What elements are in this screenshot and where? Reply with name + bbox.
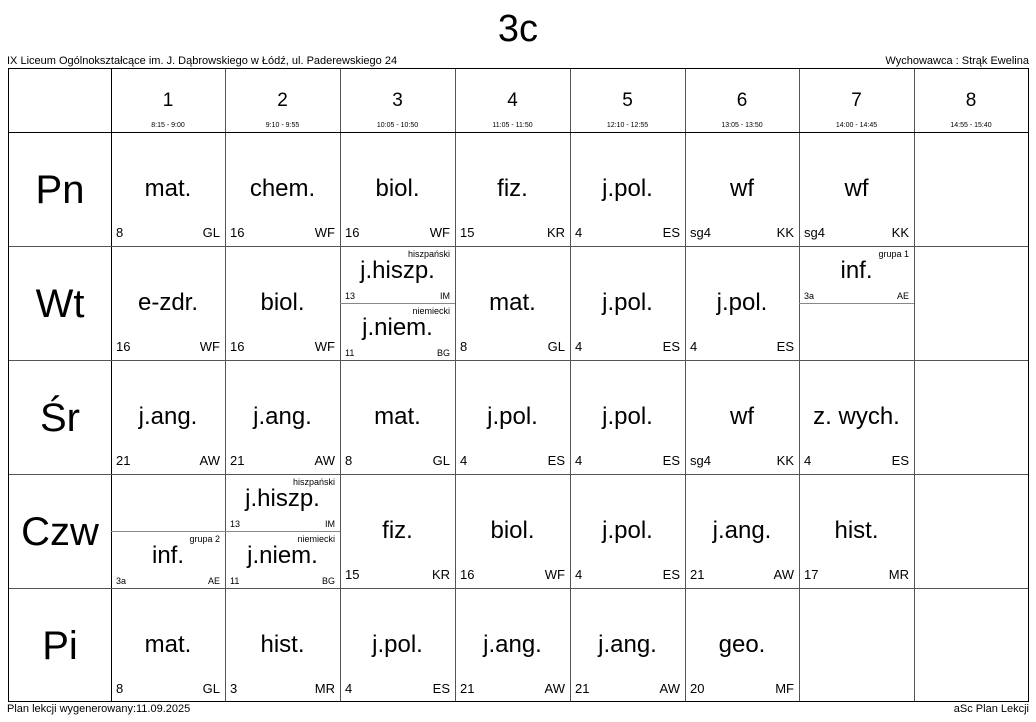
lesson-teacher: WF bbox=[544, 567, 565, 582]
period-time: 11:05 - 11:50 bbox=[492, 122, 533, 129]
lesson-subject: wf bbox=[730, 403, 754, 430]
period-time: 14:00 - 14:45 bbox=[835, 122, 878, 129]
lesson-cell bbox=[570, 246, 685, 360]
lesson-room: 3 bbox=[230, 681, 238, 696]
period-header bbox=[799, 69, 914, 132]
lesson-teacher: MR bbox=[314, 681, 335, 696]
lesson-subject: chem. bbox=[249, 175, 316, 202]
group-lesson-cell bbox=[340, 303, 455, 360]
lesson-subject: j.ang. bbox=[253, 403, 312, 430]
period-time: 13:05 - 13:50 bbox=[721, 122, 763, 129]
lesson-cell bbox=[225, 246, 340, 360]
lesson-room: 16 bbox=[116, 339, 131, 354]
period-number: 2 bbox=[277, 90, 288, 111]
lesson-room: sg4 bbox=[690, 453, 711, 468]
lesson-subject: j.pol. bbox=[372, 631, 423, 658]
lesson-subject: j.pol. bbox=[602, 175, 653, 202]
lesson-teacher: AW bbox=[773, 567, 794, 582]
lesson-room: 15 bbox=[460, 225, 475, 240]
lesson-teacher: AW bbox=[199, 453, 220, 468]
lesson-subject: inf. bbox=[840, 257, 873, 284]
period-header bbox=[570, 69, 685, 132]
school-name: IX Liceum Ogólnokształcące im. J. Dąbrowskiego w Łódź, ul. Paderewskiego 24 bbox=[7, 55, 398, 67]
lesson-room: 8 bbox=[116, 225, 124, 240]
period-number: 6 bbox=[736, 90, 748, 111]
lesson-room: 4 bbox=[575, 567, 583, 582]
day-label-sr: Śr bbox=[40, 396, 80, 440]
group-lesson-cell bbox=[225, 531, 340, 588]
lesson-teacher: MF bbox=[775, 681, 794, 696]
lesson-teacher: AW bbox=[314, 453, 335, 468]
lesson-subject: e-zdr. bbox=[137, 289, 199, 316]
lesson-teacher: KR bbox=[546, 225, 565, 240]
lesson-cell bbox=[111, 132, 225, 246]
lesson-subject: j.hiszp. bbox=[245, 485, 320, 512]
lesson-subject: j.ang. bbox=[138, 403, 198, 430]
lesson-cell bbox=[799, 360, 914, 474]
lesson-teacher: ES bbox=[891, 453, 909, 468]
lesson-teacher: AW bbox=[544, 681, 565, 696]
group-lesson-cell bbox=[799, 246, 914, 303]
lesson-room: 8 bbox=[460, 339, 468, 354]
lesson-group: niemiecki bbox=[297, 534, 335, 544]
lesson-room: 11 bbox=[230, 576, 240, 586]
period-header bbox=[914, 69, 1028, 132]
period-time: 12:10 - 12:55 bbox=[606, 122, 649, 129]
lesson-teacher: AW bbox=[659, 681, 680, 696]
period-number: 4 bbox=[507, 90, 518, 111]
lesson-cell bbox=[455, 246, 570, 360]
lesson-subject: j.pol. bbox=[716, 289, 768, 316]
period-number: 7 bbox=[851, 90, 862, 111]
lesson-cell bbox=[570, 360, 685, 474]
lesson-teacher: WF bbox=[314, 339, 335, 354]
lesson-subject: j.pol. bbox=[487, 403, 538, 430]
lesson-room: 15 bbox=[345, 567, 360, 582]
lesson-teacher: AE bbox=[896, 291, 909, 301]
lesson-cell bbox=[570, 132, 685, 246]
day-label-wt: Wt bbox=[35, 282, 85, 326]
lesson-cell bbox=[111, 246, 225, 360]
lesson-room: 13 bbox=[345, 291, 356, 301]
lesson-subject: wf bbox=[730, 175, 754, 202]
lesson-teacher: BG bbox=[321, 576, 335, 586]
form-teacher: Wychowawca : Strąk Ewelina bbox=[885, 55, 1029, 67]
lesson-subject: j.ang. bbox=[712, 517, 772, 544]
period-time: 8:15 - 9:00 bbox=[151, 122, 185, 129]
lesson-subject: wf bbox=[844, 175, 869, 202]
period-time: 14:55 - 15:40 bbox=[950, 122, 992, 129]
lesson-cell bbox=[685, 246, 799, 360]
lesson-subject: biol. bbox=[490, 517, 535, 544]
lesson-subject: j.pol. bbox=[602, 403, 653, 430]
lesson-room: 4 bbox=[690, 339, 698, 354]
lesson-cell bbox=[455, 360, 570, 474]
lesson-teacher: ES bbox=[547, 453, 565, 468]
lesson-cell bbox=[455, 132, 570, 246]
lesson-cell bbox=[455, 474, 570, 588]
lesson-cell bbox=[685, 474, 799, 588]
period-number: 3 bbox=[392, 90, 403, 111]
lesson-room: sg4 bbox=[804, 225, 825, 240]
lesson-cell bbox=[685, 360, 799, 474]
lesson-room: 20 bbox=[690, 681, 705, 696]
lesson-room: 21 bbox=[116, 453, 131, 468]
lesson-subject: hist. bbox=[260, 631, 305, 658]
lesson-room: 21 bbox=[690, 567, 705, 582]
lesson-room: 4 bbox=[460, 453, 468, 468]
lesson-cell bbox=[455, 588, 570, 702]
lesson-subject: fiz. bbox=[497, 175, 528, 202]
group-lesson-cell bbox=[340, 246, 455, 303]
lesson-cell bbox=[111, 588, 225, 702]
lesson-subject: j.pol. bbox=[602, 289, 653, 316]
lesson-group: hiszpański bbox=[292, 477, 335, 487]
lesson-teacher: KK bbox=[776, 225, 794, 240]
lesson-teacher: GL bbox=[202, 681, 220, 696]
lesson-subject: j.niem. bbox=[247, 542, 318, 569]
period-header bbox=[340, 69, 455, 132]
lesson-room: 8 bbox=[116, 681, 124, 696]
lesson-room: 8 bbox=[345, 453, 353, 468]
lesson-room: 4 bbox=[575, 453, 583, 468]
lesson-subject: mat. bbox=[374, 403, 421, 430]
lesson-cell bbox=[685, 132, 799, 246]
period-header bbox=[455, 69, 570, 132]
lesson-teacher: BG bbox=[436, 348, 450, 358]
software-credit: aSc Plan Lekcji bbox=[953, 703, 1029, 715]
lesson-teacher: GL bbox=[202, 225, 220, 240]
period-number: 1 bbox=[162, 90, 174, 111]
lesson-subject: hist. bbox=[834, 517, 879, 544]
lesson-teacher: WF bbox=[429, 225, 450, 240]
lesson-subject: mat. bbox=[144, 631, 192, 658]
lesson-room: 3a bbox=[804, 291, 815, 301]
lesson-subject: mat. bbox=[144, 175, 192, 202]
lesson-teacher: ES bbox=[662, 339, 680, 354]
day-label-czw: Czw bbox=[21, 510, 99, 554]
lesson-room: 21 bbox=[230, 453, 245, 468]
lesson-teacher: WF bbox=[199, 339, 220, 354]
lesson-teacher: IM bbox=[440, 291, 450, 301]
period-header bbox=[685, 69, 799, 132]
lesson-group: grupa 2 bbox=[189, 534, 220, 544]
lesson-subject: fiz. bbox=[382, 517, 413, 544]
lesson-cell bbox=[799, 474, 914, 588]
lesson-teacher: ES bbox=[662, 225, 680, 240]
period-number: 5 bbox=[622, 90, 633, 111]
lesson-cell bbox=[340, 588, 455, 702]
generated-date: Plan lekcji wygenerowany:11.09.2025 bbox=[7, 703, 191, 715]
group-lesson-cell bbox=[225, 474, 340, 531]
lesson-room: 3a bbox=[116, 576, 127, 586]
lesson-room: 4 bbox=[345, 681, 353, 696]
lesson-cell bbox=[570, 474, 685, 588]
lesson-teacher: KK bbox=[776, 453, 794, 468]
lesson-group: niemiecki bbox=[412, 306, 450, 316]
lesson-room: 16 bbox=[345, 225, 360, 240]
lesson-teacher: ES bbox=[662, 567, 680, 582]
lesson-group: hiszpański bbox=[407, 249, 450, 259]
period-number: 8 bbox=[965, 90, 977, 111]
period-header bbox=[111, 69, 225, 132]
lesson-cell bbox=[225, 132, 340, 246]
lesson-teacher: ES bbox=[432, 681, 450, 696]
day-label-pn: Pn bbox=[35, 168, 85, 212]
grid-line bbox=[914, 69, 915, 701]
lesson-room: 16 bbox=[460, 567, 475, 582]
lesson-subject: mat. bbox=[489, 289, 536, 316]
lesson-room: 21 bbox=[575, 681, 590, 696]
lesson-subject: j.pol. bbox=[602, 517, 653, 544]
lesson-cell bbox=[225, 360, 340, 474]
lesson-room: 21 bbox=[460, 681, 475, 696]
day-label-pi: Pi bbox=[42, 624, 78, 668]
lesson-teacher: ES bbox=[776, 339, 794, 354]
lesson-teacher: KR bbox=[431, 567, 450, 582]
lesson-teacher: KK bbox=[891, 225, 909, 240]
lesson-subject: j.hiszp. bbox=[360, 257, 435, 284]
lesson-teacher: AE bbox=[207, 576, 220, 586]
lesson-room: 16 bbox=[230, 225, 245, 240]
lesson-room: 11 bbox=[345, 348, 355, 358]
lesson-room: 17 bbox=[804, 567, 819, 582]
lesson-cell bbox=[225, 588, 340, 702]
lesson-teacher: MR bbox=[888, 567, 909, 582]
lesson-room: 13 bbox=[230, 519, 241, 529]
lesson-subject: biol. bbox=[375, 175, 420, 202]
lesson-subject: inf. bbox=[151, 542, 184, 569]
lesson-teacher: ES bbox=[662, 453, 680, 468]
lesson-cell bbox=[570, 588, 685, 702]
lesson-cell bbox=[111, 360, 225, 474]
timetable-grid bbox=[8, 68, 1029, 702]
class-title: 3c bbox=[497, 8, 539, 50]
lesson-cell bbox=[340, 132, 455, 246]
lesson-teacher: GL bbox=[432, 453, 450, 468]
lesson-teacher: IM bbox=[325, 519, 335, 529]
lesson-cell bbox=[799, 132, 914, 246]
lesson-subject: j.ang. bbox=[598, 631, 657, 658]
lesson-room: 4 bbox=[575, 225, 583, 240]
lesson-teacher: WF bbox=[314, 225, 335, 240]
lesson-subject: geo. bbox=[718, 631, 766, 658]
lesson-subject: j.ang. bbox=[483, 631, 542, 658]
group-divider bbox=[799, 303, 914, 304]
period-header bbox=[225, 69, 340, 132]
lesson-subject: z. wych. bbox=[813, 403, 900, 430]
lesson-cell bbox=[340, 474, 455, 588]
lesson-cell bbox=[685, 588, 799, 702]
lesson-teacher: GL bbox=[547, 339, 565, 354]
lesson-room: 4 bbox=[575, 339, 583, 354]
lesson-subject: j.niem. bbox=[362, 314, 433, 341]
lesson-room: 16 bbox=[230, 339, 245, 354]
lesson-cell bbox=[340, 360, 455, 474]
lesson-room: 4 bbox=[804, 453, 812, 468]
lesson-subject: biol. bbox=[260, 289, 305, 316]
group-lesson-cell bbox=[111, 531, 225, 588]
period-time: 9:10 - 9:55 bbox=[265, 122, 300, 129]
period-time: 10:05 - 10:50 bbox=[376, 122, 419, 129]
lesson-group: grupa 1 bbox=[878, 249, 909, 259]
lesson-room: sg4 bbox=[690, 225, 711, 240]
